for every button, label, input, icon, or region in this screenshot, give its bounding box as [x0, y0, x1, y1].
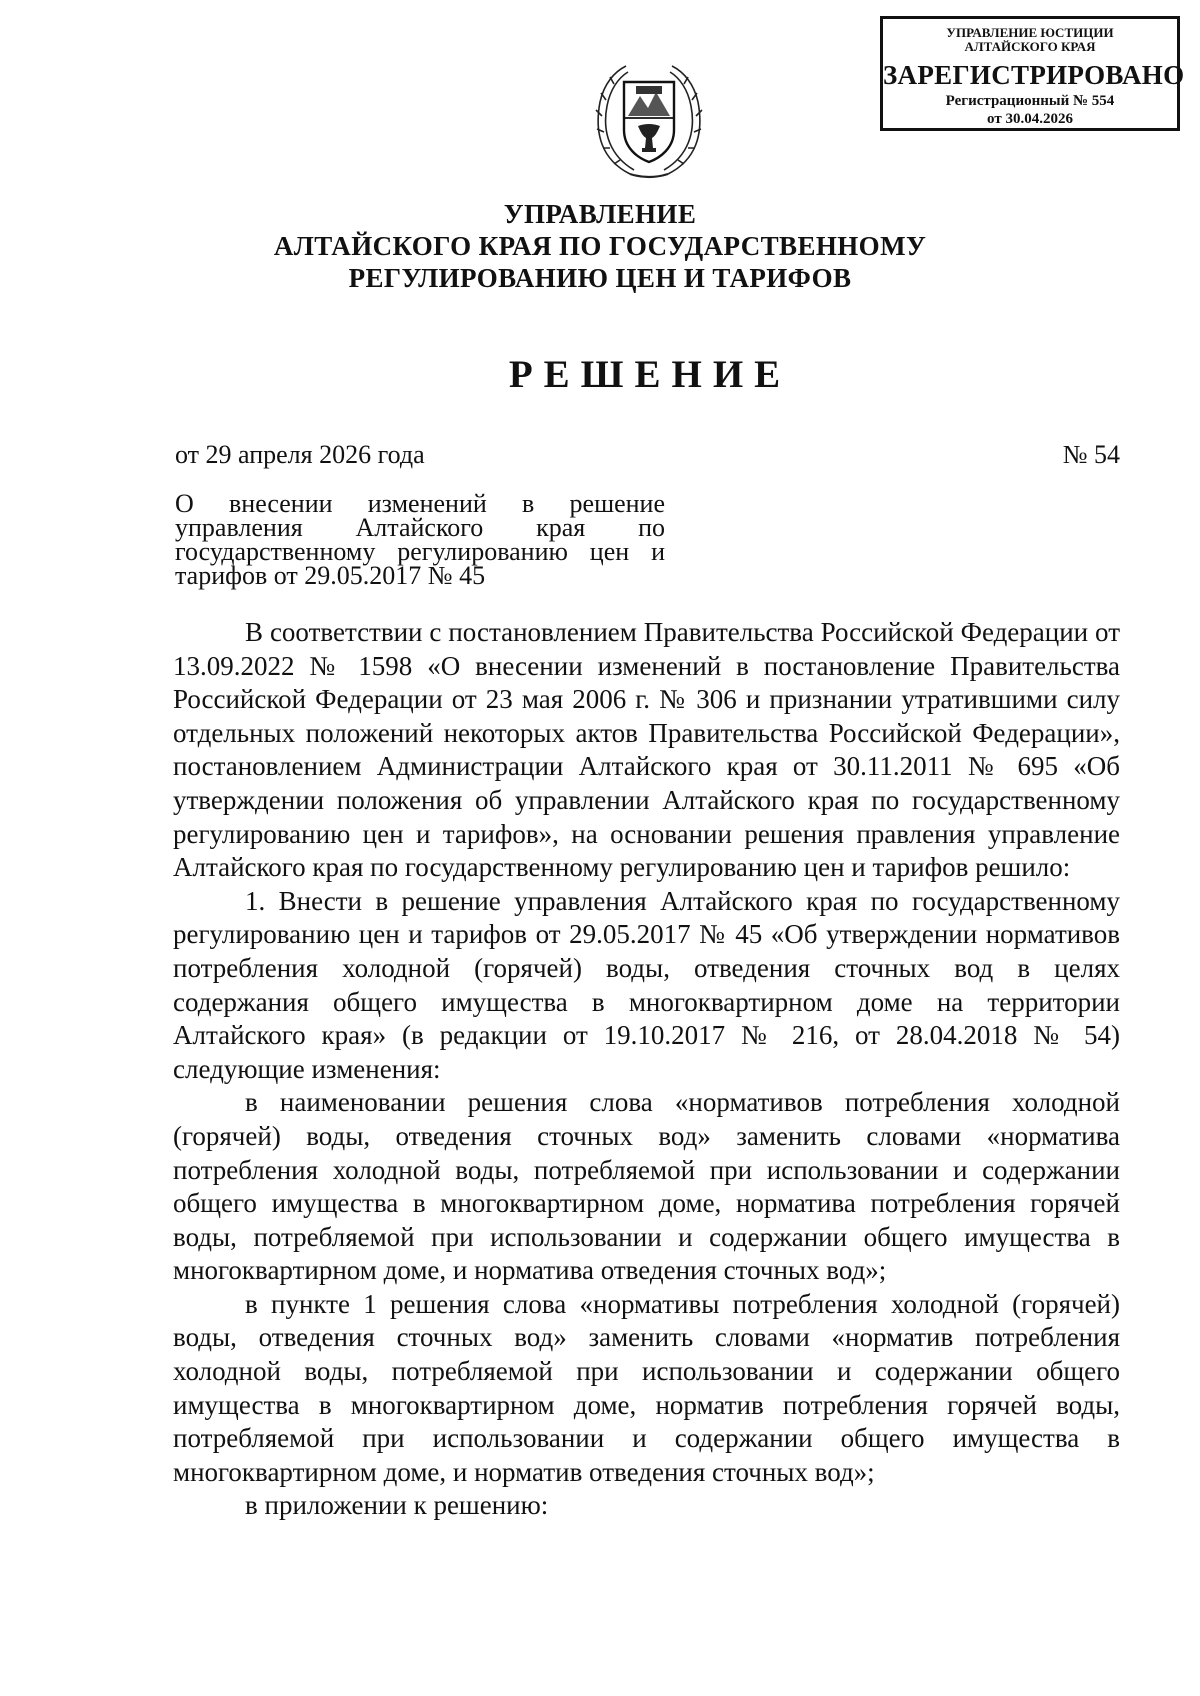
agency-line-2: АЛТАЙСКОГО КРАЯ ПО ГОСУДАРСТВЕННОМУ [273, 231, 927, 261]
document-body [173, 616, 1120, 1523]
body-paragraph: 1. Внести в решение управления Алтайского края по государственному регулированию цен и тарифов от 29.05.2017 № 45 «Об утверждении нормативов потребления холодной (горячей) воды, отведения сточных вод в целях содержания общего имущества в многоквартирном доме на территории Алтайского края» (в редакции от 19.10.2017 № 216, от 28.04.2018 № 54) следующие изменения: [173, 885, 1120, 1084]
body-paragraph: в приложении к решению: [245, 1490, 549, 1521]
agency-name [150, 198, 1050, 294]
stamp-authority-line2: АЛТАЙСКОГО КРАЯ [964, 39, 1096, 54]
agency-line-3: РЕГУЛИРОВАНИЮ ЦЕН И ТАРИФОВ [348, 263, 852, 293]
stamp-status: ЗАРЕГИСТРИРОВАНО [883, 60, 1185, 90]
registration-stamp [880, 16, 1185, 131]
document-date: от 29 апреля 2026 года [175, 440, 425, 469]
stamp-authority-line1: УПРАВЛЕНИЕ ЮСТИЦИИ [946, 25, 1114, 40]
document-subject: О внесении изменений в решение управления Алтайского края по государственному регулированию цен и тарифов от 29.05.2017 № 45 [175, 489, 665, 590]
stamp-reg-date: от 30.04.2026 [987, 111, 1073, 127]
document-type-title: РЕШЕНИЕ [508, 353, 792, 396]
body-paragraph: в пункте 1 решения слова «нормативы потребления холодной (горячей) воды, отведения сточных вод» заменить словами «норматив потребления холодной воды, потребляемой при использовании и содержании общего имущества в многоквартирном доме, норматив потребления горячей воды, потребляемой при использовании и содержании общего имущества в многоквартирном доме, и норматив отведения сточных вод»; [173, 1288, 1120, 1487]
body-paragraph: в наименовании решения слова «нормативов потребления холодной (горячей) воды, отведения сточных вод» заменить словами «норматива потребления холодной воды, потребляемой при использовании и содержании общего имущества в многоквартирном доме, норматива потребления горячей воды, потребляемой при использовании и содержании общего имущества в многоквартирном доме, и норматива отведения сточных вод»; [173, 1087, 1120, 1286]
document-number: № 54 [1062, 440, 1120, 469]
agency-line-1: УПРАВЛЕНИЕ [503, 199, 697, 229]
stamp-reg-number: Регистрационный № 554 [945, 93, 1115, 109]
body-paragraph: В соответствии с постановлением Правительства Российской Федерации от 13.09.2022 № 1598 «О внесении изменений в постановление Правительства Российской Федерации от 23 мая 2006 г. № 306 и признании утратившими силу отдельных положений некоторых актов Правительства Российской Федерации», постановлением Администрации Алтайского края от 30.11.2011 № 695 «Об утверждении положения об управлении Алтайского края по государственному регулированию цен и тарифов», на основании решения правления управление Алтайского края по государственному регулированию цен и тарифов решило: [173, 617, 1120, 883]
coat-of-arms-icon [590, 56, 708, 180]
